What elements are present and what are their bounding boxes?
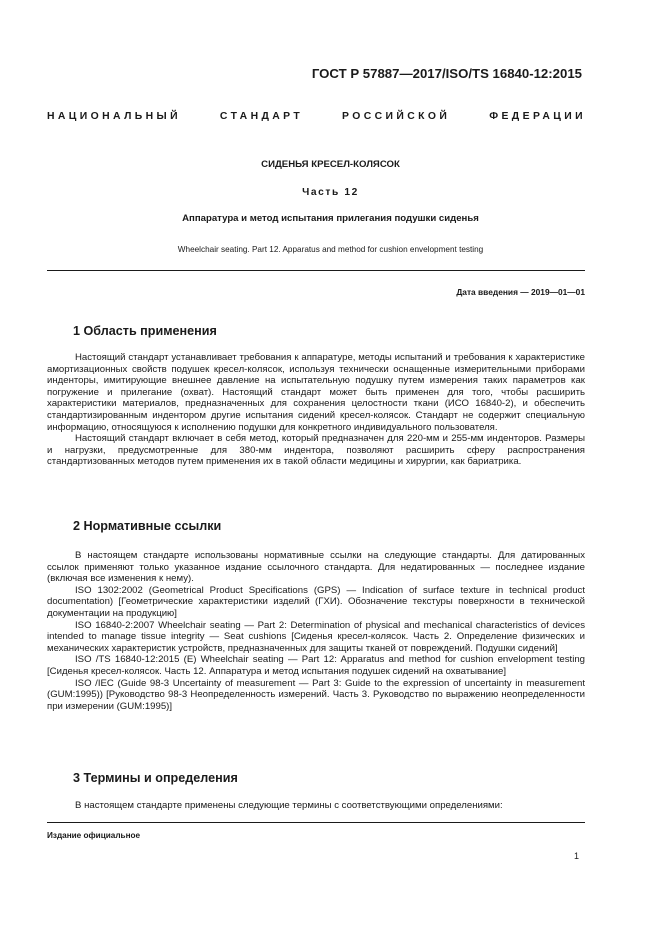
english-title: Wheelchair seating. Part 12. Apparatus and method for cushion envelopment testing [177,245,484,254]
reference-item: ISO 1302:2002 (Geometrical Product Specifications (GPS) — Indication of surface texture in technical product documentation) [Геометрические характеристики изделий (ГХИ). Обозначение текстуры поверхности в технической документации на продукцию] [47,584,585,619]
reference-item: ISO /TS 16840-12:2015 (E) Wheelchair seating — Part 12: Apparatus and method for cushion envelopment testing [Сиденья кресел-колясок. Часть 12. Аппаратура и метод испытания подушек сидений на охватывание] [47,654,585,677]
section-body-normative-references [47,550,585,712]
document-part: Часть 12 [302,187,359,198]
section-heading-normative-references: 2 Нормативные ссылки [73,519,222,533]
national-standard-banner: НАЦИОНАЛЬНЫЙ СТАНДАРТ РОССИЙСКОЙ ФЕДЕРАЦИИ [47,111,586,122]
paragraph: В настоящем стандарте использованы нормативные ссылки на следующие стандарты. Для датированных ссылок применяют только указанное издание ссылочного стандарта. Для недатированных — последнее издание (включая все изменения к нему). [47,550,585,585]
section-body-terms-definitions [47,800,585,812]
paragraph: Настоящий стандарт включает в себя метод, который предназначен для 220-мм и 255-мм инденторов. Размеры и нагрузки, предусмотренные для 380-мм индентора, позволяют расширить сферу распространения стандартизованных методов путем применения их в такой области медицины и хирургии, как бариатрика. [47,433,585,468]
header-divider [47,270,585,271]
document-subtitle: Аппаратура и метод испытания прилегания подушки сиденья [182,213,479,224]
standard-number: ГОСТ Р 57887—2017/ISO/TS 16840-12:2015 [311,66,582,81]
section-heading-scope: 1 Область применения [73,324,217,338]
document-title: СИДЕНЬЯ КРЕСЕЛ-КОЛЯСОК [261,159,400,170]
section-heading-terms-definitions: 3 Термины и определения [73,771,238,785]
official-edition-label: Издание официальное [47,831,141,840]
introduction-date: Дата введения — 2019—01—01 [456,287,585,297]
reference-item: ISO 16840-2:2007 Wheelchair seating — Part 2: Determination of physical and mechanical characteristics of devices intended to manage tissue integrity — Seat cushions [Сиденья кресел-колясок. Часть 2. Определение физических и механических характеристик устройств, предназначенных для защиты тканей от повреждений. Подушки сидений] [47,619,585,654]
footer-divider [47,822,585,823]
paragraph: В настоящем стандарте применены следующие термины с соответствующими определениями: [75,800,503,811]
paragraph: Настоящий стандарт устанавливает требования к аппаратуре, методы испытаний и требования к характеристике амортизационных свойств подушек кресел-колясок, используя технически оснащенные измерительными приборами инденторы, имитирующие внешнее давление на испытательную подушку путем измерения таких параметров как погружение и прилегание (охват). Настоящий стандарт может быть применен для того, чтобы расширить характеристики материалов, предназначенных для сохранения целостности ткани (ИСО 16840-2), и обеспечить стандартизированным индентором другие испытания сидений кресел-колясок. Стандарт не содержит специальную информацию, относящуюся к исполнению подушки для конкретного индивидуального пользователя. [47,352,585,433]
page-number: 1 [573,851,579,861]
reference-item: ISO /IEC (Guide 98-3 Uncertainty of measurement — Part 3: Guide to the expression of uncertainty in measurement (GUM:1995)) [Руководство 98-3 Неопределенность измерений. Часть 3. Руководство по выражению неопределенности при измерении (GUM:1995)] [47,677,585,712]
section-body-scope [47,352,585,468]
